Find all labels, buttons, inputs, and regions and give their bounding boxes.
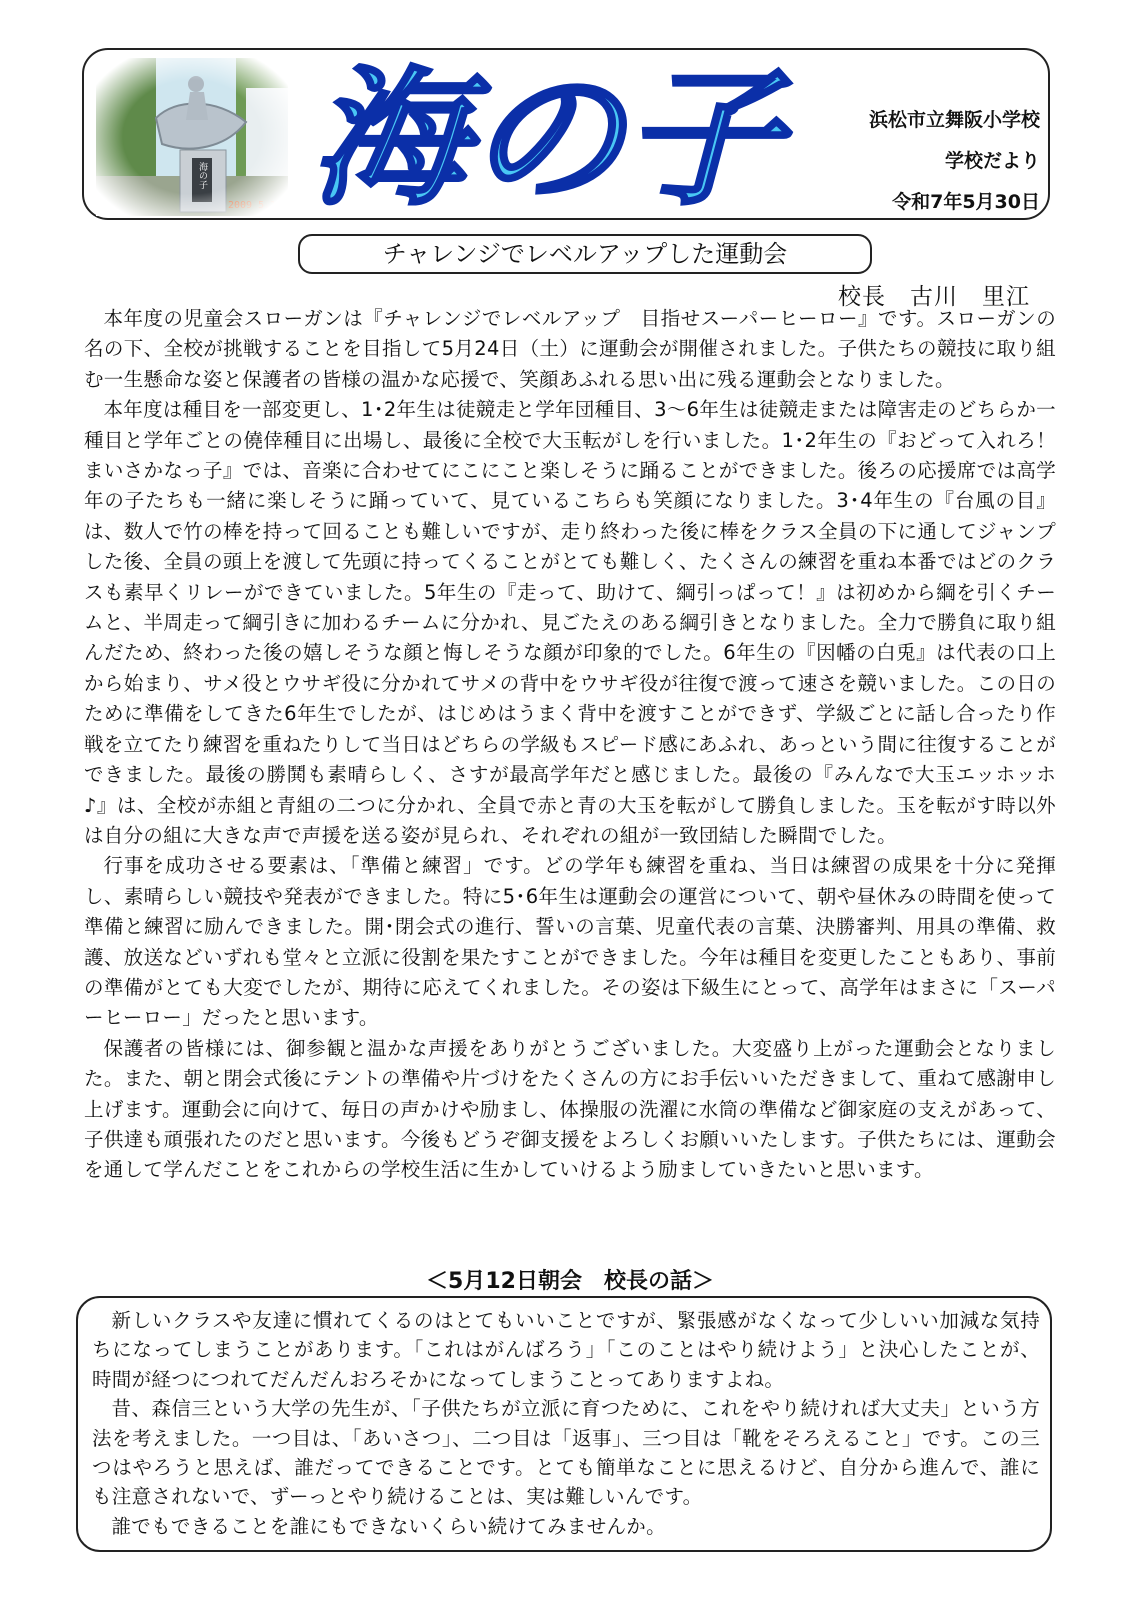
talk-heading: ＜5月12日朝会 校長の話＞ xyxy=(426,1269,714,1294)
article-paragraph: 保護者の皆様には、御参観と温かな声援をありがとうございました。大変盛り上がった運動会となりました。また、朝と閉会式後にテントの準備や片づけをたくさんの方にお手伝いいただきまして、重ねて感謝申し上げます。運動会に向けて、毎日の声かけや励まし、体操服の洗濯に水筒の準備など御家庭の支えがあって、子供達も頑張れたのだと思います。今後もどうぞ御支援をよろしくお願いいたします。子供たちには、運動会を通して学んだことをこれからの学校生活に生かしていけるよう励ましていきたいと思います。 xyxy=(84,1036,1056,1182)
article-paragraph: 本年度は種目を一部変更し、1･2年生は徒競走と学年団種目、3～6年生は徒競走または障害走のどちらか一種目と学年ごとの僥倖種目に出場し、最後に全校で大玉転がしを行いました。1･2年生の『おどって入れろ！まいさかなっ子』では、音楽に合わせてにこにこと楽しそうに踊ることができました。後ろの応援席では高学年の子たちも一緒に楽しそうに踊っていて、見ているこちらも笑顔になりました。3･4年生の『台風の目』は、数人で竹の棒を持って回ることも難しいですが、走り終わった後に棒をクラス全員の下に通してジャンプした後、全員の頭上を渡して先頭に持ってくることがとても難しく、たくさんの練習を重ね本番ではどのクラスも素早くリレーができていました。5年生の『走って、助けて、綱引っぱって！』は初めから綱を引くチームと、半周走って綱引きに加わるチームに分かれ、見ごたえのある綱引きとなりました。全力で勝負に取り組んだため、終わった後の嬉しそうな顔と悔しそうな顔が印象的でした。6年生の『因幡の白兎』は代表の口上から始まり、サメ役とウサギ役に分かれてサメの背中をウサギ役が往復で渡って速さを競いました。この日のために準備をしてきた6年生でしたが、はじめはうまく背中を渡すことができず、学級ごとに話し合ったり作戦を立てたり練習を重ねたりして当日はどちらの学級もスピード感にあふれ、あっという間に往復することができました。最後の勝鬨も素晴らしく、さすが最高学年だと感じました。最後の『みんなで大玉エッホッホ♪』は、全校が赤組と青組の二つに分かれ、全員で赤と青の大玉を転がして勝負しました。玉を転がす時以外は自分の組に大きな声で声援を送る姿が見られ、それぞれの組が一致団結した瞬間でした。 xyxy=(84,398,1056,847)
masthead-title-text: 海の子 xyxy=(310,51,792,225)
school-info xyxy=(869,100,1040,223)
masthead-title xyxy=(300,51,800,225)
talk-paragraph: 誰でもできることを誰にもできないくらい続けてみませんか。 xyxy=(111,1514,666,1538)
talk-paragraph: 新しいクラスや友達に慣れてくるのはとてもいいことですが、緊張感がなくなって少しいい加減な気持ちになってしまうことがあります。「これはがんばろう」「このことはやり続けよう」と決心したことが、時間が経つにつれてだんだんおろそかになってしまうことってありますよね。 xyxy=(92,1309,1040,1391)
article-body xyxy=(84,304,1056,1186)
article-paragraph: 本年度の児童会スローガンは『チャレンジでレベルアップ 目指せスーパーヒーロー』です。スローガンの名の下、全校が挑戦することを目指して5月24日（土）に運動会が開催されました。子供たちの競技に取り組む一生懸命な姿と保護者の皆様の温かな応援で、笑顔あふれる思い出に残る運動会となりました。 xyxy=(84,307,1056,391)
article-author: 校長 古川 里江 xyxy=(838,284,1030,310)
talk-box xyxy=(76,1296,1052,1552)
talk-paragraph: 昔、森信三という大学の先生が、「子供たちが立派に育つために、これをやり続ければ大丈夫」という方法を考えました。一つ目は、「あいさつ」、二つ目は「返事」、三つ目は「靴をそろえること」です。この三つはやろうと思えば、誰だってできることです。とても簡単なことに思えるけど、自分から進んで、誰にも注意されないで、ずーっとやり続けることは、実は難しいんです。 xyxy=(92,1397,1040,1509)
issue-date: 令和7年5月30日 xyxy=(892,191,1040,213)
article-paragraph: 行事を成功させる要素は、「準備と練習」です。どの学年も練習を重ね、当日は練習の成果を十分に発揮し、素晴らしい競技や発表ができました。特に5･6年生は運動会の運営について、朝や昼休みの時間を使って準備と練習に励んできました。開･閉会式の進行、誓いの言葉、児童代表の言葉、決勝審判、用具の準備、救護、放送などいずれも堂々と立派に役割を果たすことができました。今年は種目を変更したこともあり、事前の準備がとても大変でしたが、期待に応えてくれました。その姿は下級生にとって、高学年はまさに「スーパーヒーロー」だったと思います。 xyxy=(84,854,1056,1030)
statue-photo xyxy=(96,58,288,216)
article-title: チャレンジでレベルアップした運動会 xyxy=(298,234,872,274)
school-name: 浜松市立舞阪小学校 xyxy=(868,109,1040,131)
newsletter-type: 学校だより xyxy=(944,150,1040,172)
